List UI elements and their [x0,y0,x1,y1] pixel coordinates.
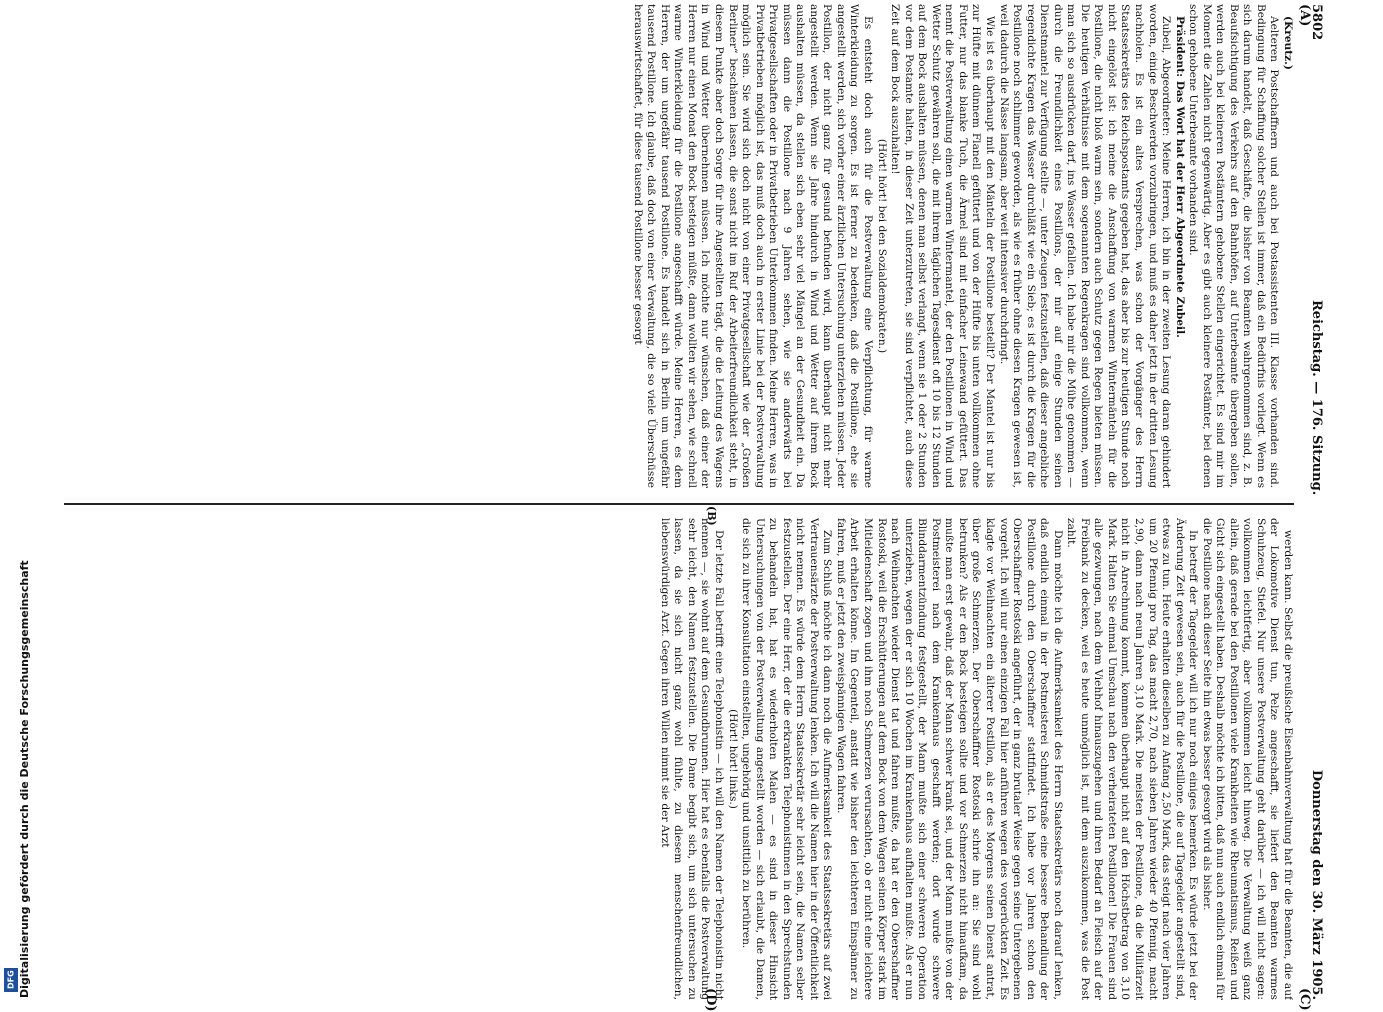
paragraph: Dann möchte ich die Aufmerksamkeit des Herrn Staatssekretärs noch darauf lenken, daß endlich einmal in der Postmeisterei Schmidtstraße eine bessere Behandlung der Postillone durch den Oberschaffner stattfindet. Ich habe vor Jahren schon den Oberschaffner Rostoski angeführt, der in ganz brutaler Weise gegen seine Untergebenen vorgeht. Ich will nur einen einzigen Fall hier anführen wegen des vorgerückten Zeit. Es klagte vor Weihnachten ein älterer Postillon, als er des Morgens seinen Dienst antrat, über große Schmerzen. Der Oberschaffner Rostoski schrie ihn an: Sie sind wohl betrunken? Als er den Bock besteigen sollte und vor Schmerzen nicht hinaufkam, da mußte man erst gewahr, daß der Mann schwer krank sei, und der Mann mußte von der Postmeisterei nach dem Krankenhaus geschafft werden; dort wurde schwere Blinddarmentzündung festgestellt, der Mann mußte sich einer schweren Operation unterziehen, wegen der er sich 10 Wochen im Krankenhaus aufhalten mußte. Als er nun nach Weihnachten wieder Dienst tat und fahren mußte, da hat er den Oberschaffner Rostoski, weil die Erschütterungen auf dem Bock von dem Wagen seinen Körper stark im Mitleidenschaft zogen und ihm noch Schmerzen verursachten, ob er nicht eine leichtere Arbeit erhalten könne. Im Gegenteil, anstatt wie bisher den leichteren Einspänner zu fahren, muß er jetzt den zweispännigen Wagen fahren. [834,518,1064,1000]
right-column [44,518,1294,1000]
margin-mark-a: (A) [1297,4,1312,27]
margin-mark-c: (C) [1297,988,1312,1011]
paragraph: Zubeil, Abgeordneter: Meine Herren, ich bin in der zweiten Lesung daran gehindert worden, einige Beschwerden vorzubringen, und muß es daher jetzt in der dritten Lesung nachholen. Es ist ein altes Versprechen, was schon der Vorgänger des Herrn Staatssekretärs des Reichspostamts gegeben hat, das aber bis zur heutigen Stunde noch nicht eingelöst ist: ich meine die Anschaffung von warmen Wintermänteln für die Postillone, die nicht bloß warm sein, sondern auch Schutz gegen Regen bieten müssen. Die heutigen Verhältnisse mit dem sogenannten Regenkragen sind vollkommen, wenn man sich so ausdrücken darf, ins Wasser gefallen. Ich habe mir die Mühe genommen — durch die Freundlichkeit eines Postillons, der mir auf einige Stunden seinen Dienstmantel zur Verfügung stellte —, unter Zeugen festzustellen, daß dieser angebliche regendichte Kragen das Wasser durchläßt wie ein Sieb; es ist durch die Kragen für die Postillone noch schlimmer geworden, als wie es früher ohne diesen Kragen gewesen ist, weil dadurch die Nässe langsam, aber weit intensiver durchdringt. [997,4,1173,488]
digitization-sidebar [0,0,31,1000]
header-title: Reichstag. — 176. Sitzung. [1309,300,1324,496]
rotated-document-page [30,0,1330,1012]
paragraph: Der letzte Fall betrifft eine Telephonistin — ich will den Namen der Telephonistin nicht nennen —, sie wohnt auf dem Gesundbrunnen. Hier hat es ebenfalls die Postverwaltung sehr leicht, den Namen festzustellen. Die Dame begibt sich, um sich untersuchen zu lassen, da sie sich nicht ganz wohl fühlte, zu diesem menschenfreundlichen, liebenswürdigen Arzt. Gegen ihren Willen nimmt sie der Arzt [658,518,726,1000]
page-number: 5802 [1309,4,1324,41]
header-date: Donnerstag den 30. März 1905. [1309,769,1324,1000]
paragraph: Aelteren Postschaffnern und auch bei Postassistenten III. Klasse vorhanden sind. Bedingung für Schaffung solcher Stellen ist immer, daß ein Bedürfnis vorliegt. Wenn es sich darum handelt, daß Geschäfte, die bisher von Beamten wahrgenommen sind, z. B. Beaufsichtigung des Verkehrs auf den Bahnhöfen, auf Unterbeamte übergeben sollen, werden auch bei kleineren Postämtern gehobene Stellen eingerichtet. Es sind mir im Moment die Zahlen nicht gegenwärtig. Aber es gibt auch kleinere Postämter, bei denen schon gehobene Unterbeamte vorhanden sind. [1187,4,1281,488]
paragraph: Zum Schluß möchte ich dann noch die Aufmerksamkeit des Staatssekretärs auf zwei Vertrauensärzte der Postverwaltung lenken. Ich will die Namen hier in der Öffentlichkeit nicht nennen. Es würde dem Herrn Staatssekretär sehr leicht sein, die Namen selber festzustellen. Der eine Herr, der die erkrankten Telephonistinnen in den Sprechstunden zu behandeln hat, hat es wiederholten Malen — es sind in dieser Hinsicht Untersuchungen von der Postverwaltung angestellt worden — sich erlaubt, die Damen, die sich zu ihrer Konsultation einstellten, ungehörig und unsittlich zu berühren. [740,518,834,1000]
speaker-line: Präsident: Das Wort hat der Herr Abgeordnete Zubeil. [1173,16,1186,338]
speaker-line: (Kreutz.) [1282,16,1294,70]
dfg-logo: DFG [4,968,18,992]
paragraph: In betreff der Tagegelder will ich nur noch einiges bemerken. Es würde jetzt bei der Änderung Zeit gewesen sein, auch für die Postillone, die auf Tagegelder angestellt sind, etwas zu tun. Heute erhalten dieselben zu Anfang 2,50 Mark, das steigt nach vier Jahren um 20 Pfennig pro Tag, das macht 2,70, nach sieben Jahren wieder 40 Pfennig, macht 2,90, dann nach neun Jahren 3,10 Mark. Die meisten der Postillone, da die Militärzeit nicht in Anrechnung kommt, kommen überhaupt nicht auf den Höchstbetrag von 3,10 Mark. Halten Sie einmal Umschau nach den verheirateten Postillonen! Die Frauen sind alle gezwungen, nach dem Viehhof hinauszugehen und ihren Bedarf an Fleisch auf der Freibank zu decken, weil es heute unmöglich ist, mit dem auszukommen, was die Post zahlt. [1065,518,1200,1000]
sidebar-credit-text: Digitalisierung gefördert durch die Deutsche Forschungsgemeinschaft [18,560,31,998]
margin-mark-d: (D) [703,988,718,1012]
margin-mark-b: (B) [705,506,718,526]
paragraph: werden kann. Selbst die preußische Eisenbahnverwaltung hat für die Beamten, die auf der Lokomotive Dienst tun, Pelze angeschafft, sie liefert den Beamten warmes Schuhzeug, Stiefel. Nur unsere Postverwaltung geht darüber — ich will nicht sagen: vollkommen leichtfertig, aber vollkommen leicht hinweg. Die Verwaltung weiß ganz allein, daß gerade bei den Postillonen viele Krankheiten wie Rheumatismus, Reißen und Gicht sich eingestellt haben. Deshalb möchte ich bitten, daß nun auch endlich einmal für die Postillone nach dieser Seite hin etwas besser gesorgt wird als bisher. [1200,518,1294,1000]
interjection: (Hört! hört! links.) [726,709,739,809]
left-column [44,4,1294,488]
running-header [1304,0,1324,1000]
interjection: (Hört! hört! bei den Sozialdemokraten.) [875,138,888,354]
column-divider [64,503,1294,505]
paragraph: Wie ist es überhaupt mit den Mänteln der Postillone bestellt? Der Mantel ist nur bis zur Hüfte mit dünnem Flanell gefüttert und von der Hüfte bis unten vollkommen ohne Futter, nur das blanke Tuch, die Ärmel sind mit einfacher Leinewand gefüttert. Das nennt die Postverwaltung einen warmen Wintermantel, der den Postillonen in Wind und Wetter Schutz gewähren soll, die mit ihrem täglichen Tagesdienst oft 10 bis 12 Stunden auf dem Bock aushalten müssen, denen man selbst verlangt, wenn sie 1 oder 2 Stunden vor dem Postamte halten, in dieser Zeit unterzutreten, sie sind verpflichtet, auch diese Zeit auf dem Bock auszuhalten! [889,4,996,488]
paragraph: Es entsteht doch auch für die Postverwaltung eine Verpflichtung, für warme Winterkleidung zu sorgen. Es ist ferner zu bedenken, daß die Postillone, ehe sie angestellt werden, sich vorher einer ärztlichen Untersuchung unterziehen müssen. Jeder Postillon, der nicht ganz für gesund befunden wird, kann überhaupt nicht mehr angestellt werden. Wenn sie Jahre hindurch in Wind und Wetter auf ihrem Bock aushalten müssen, da stellen sich eben sehr viel Mängel an der Gesundheit ein. Da müssen dann die Postillone nach 9 Jahren sehen, wie sie anderwärts bei Privatgesellschaften oder in Privatbetrieben Unterkommen finden. Meine Herren, was in Privatbetrieben möglich ist, das muß doch auch in erster Linie bei der Postverwaltung möglich sein. Sie wird sich doch nicht von einer Privatgesellschaft wie der „Großen Berliner“ beschämen lassen, die sonst nicht im Ruf der Arbeiterfreundlichkeit steht, in diesem Punkte aber doch Sorge für ihre Angestellten trägt, die die Leitung des Wagens in Wind und Wetter übernehmen müssen. Ich möchte nur wünschen, daß einer der Herren nur einen Monat den Bock besteigen müßte, dann wollten wir sehen, wie schnell warme Winterkleidung für die Postillone angeschafft würde. Meine Herren, es dem Herren, der um ungefähr tausend Postillone. Es handelt sich in Berlin um ungefähr tausend Postillone. Ich glaube, daß doch von einer Verwaltung, die so viele Überschüsse herauswirtschaftet, für diese tausend Postillone besser gesorgt [631,4,875,488]
